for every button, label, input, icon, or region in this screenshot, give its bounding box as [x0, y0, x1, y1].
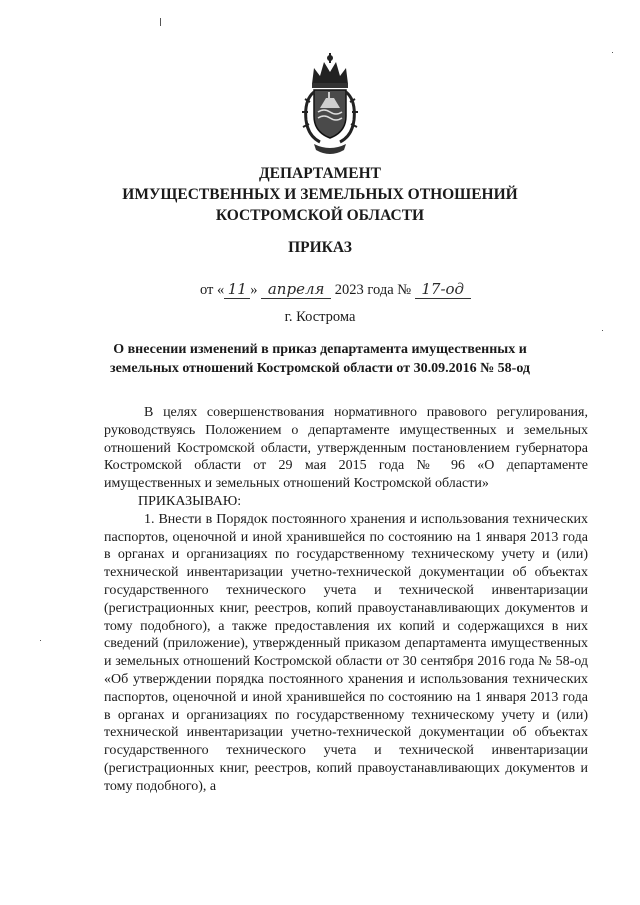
intro-paragraph: В целях совершенствования нормативного правового регулирования, руководствуясь Положением о департаменте имущественных и земельных отношений Костромской области, утвержденным постановлением губернатора Костромской области от 29 мая 2015 года № 96 «О департаменте имущественных и земельных отношений Костромской области» — [104, 405, 588, 492]
department-line-1: ДЕПАРТАМЕНТ — [258, 165, 382, 182]
subject-line-1: О внесении изменений в приказ департамента имущественных и — [113, 342, 527, 357]
department-line-2: ИМУЩЕСТВЕННЫХ И ЗЕМЕЛЬНЫХ ОТНОШЕНИЙ — [122, 186, 518, 203]
department-header — [0, 163, 640, 226]
document-body — [104, 404, 588, 796]
kostroma-coat-of-arms-icon — [300, 50, 360, 160]
order-number: 17-од — [415, 280, 471, 299]
order-date-number-line — [130, 280, 530, 299]
order-day: 11 — [224, 280, 250, 299]
city: г. Кострома — [284, 309, 356, 325]
order-month: апреля — [261, 280, 331, 299]
order-subject — [0, 340, 640, 378]
department-line-3: КОСТРОМСКОЙ ОБЛАСТИ — [215, 207, 425, 224]
close-quote: » — [250, 282, 258, 298]
order-year: 2023 года — [334, 282, 394, 298]
from-label: от « — [200, 282, 225, 298]
number-label: № — [397, 282, 412, 298]
item-1-paragraph: 1. Внести в Порядок постоянного хранения и использования технических паспортов, оценочной и иной хранившейся по состоянию на 1 января 2013 года в органах и организациях по государственному техническому учету и (или) технической инвентаризации учетно-технической документации об объектах государственного технического учета и технической инвентаризации (регистрационных книг, реестров, копий правоустанавливающих документов и тому подобного), а также предоставления их копий и содержащихся в них сведений (приложение), утвержденный приказом департамента имущественных и земельных отношений Костромской области от 30 сентября 2016 года № 58-од «Об утверждении порядка постоянного хранения и использования технических паспортов, оценочной и иной хранившейся по состоянию на 1 января 2013 года в органах и организациях по государственному техническому учету и (или) технической инвентаризации учетно-технической документации об объектах государственного технического учета и технической инвентаризации (регистрационных книг, реестров, копий правоустанавливающих документов и тому подобного), а — [104, 511, 588, 794]
document-type: ПРИКАЗ — [288, 239, 352, 256]
ordering-word: ПРИКАЗЫВАЮ: — [138, 493, 242, 509]
subject-line-2: земельных отношений Костромской области от 30.09.2016 № 58-од — [109, 361, 531, 376]
